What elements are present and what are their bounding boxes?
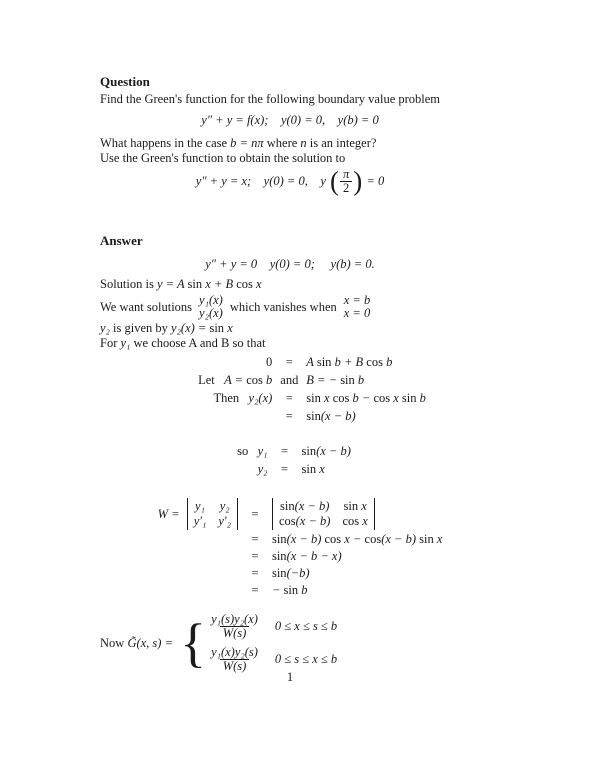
determinant-explicit-grid <box>272 498 375 530</box>
want-pre: We want solutions <box>100 299 193 314</box>
align-block-coefficients <box>100 355 480 424</box>
align-r2-rel: and <box>280 373 299 387</box>
wronskian-r5-rel: = <box>251 583 259 597</box>
so-r1-right: sin(x − b) <box>301 444 351 458</box>
align-r2-left: Let A = cos b <box>198 373 273 387</box>
case2-fraction <box>208 646 261 673</box>
stack-y1-y2 <box>199 294 223 320</box>
align-r2-right: B = − sin b <box>306 373 365 387</box>
determinant-symbolic <box>187 498 238 530</box>
close-paren: ) <box>353 166 363 196</box>
so-r1-rel: = <box>280 444 289 458</box>
so-r2-rel: = <box>280 462 289 476</box>
det1-y1: y₁ <box>195 499 205 513</box>
answer-heading: Answer <box>100 233 143 248</box>
case1-numerator: y₁(s)y₂(x) <box>211 612 258 626</box>
align-r4-right: sin(x − b) <box>306 409 356 423</box>
so-r2-right: sin x <box>301 462 325 476</box>
so-r1-left: so y₁ <box>237 444 268 458</box>
case1-fraction <box>208 613 261 640</box>
equation-homogeneous: y″ + y = 0 y(0) = 0; y(b) = 0. <box>205 257 375 271</box>
align-r3-right: sin x cos b − cos x sin b <box>306 391 426 405</box>
equation-solve-post: = 0 <box>363 174 385 188</box>
case-row-1 <box>208 613 337 640</box>
wronskian-r1-rel: = <box>251 506 259 521</box>
align-r4-rel: = <box>285 409 293 423</box>
so-r2-left: y₂ <box>257 462 268 476</box>
open-paren: ( <box>330 166 340 196</box>
wronskian-r4-right: sin(−b) <box>271 566 310 580</box>
det1-y2prime: y′₂ <box>218 514 231 528</box>
case1-denominator: W(s) <box>220 626 250 640</box>
det2-sinxb: sin(x − b) <box>280 499 330 513</box>
wronskian-w-equals: W = <box>157 506 183 521</box>
align-r3-rel: = <box>285 391 293 405</box>
want-solutions-line <box>100 294 480 320</box>
det1-y1prime: y′₁ <box>193 514 207 528</box>
wronskian-r4-rel: = <box>251 566 259 580</box>
equation-solve <box>100 168 480 195</box>
greens-function-block <box>100 610 480 676</box>
fraction-numerator: π <box>343 167 350 181</box>
align-r1-right: A sin b + B cos b <box>306 355 393 369</box>
case-row-2 <box>208 646 337 673</box>
cases-brace: { <box>180 613 207 673</box>
so-block <box>100 444 480 477</box>
fraction-denominator: 2 <box>340 181 352 195</box>
determinant-explicit <box>272 498 442 530</box>
stack-x0: x = 0 <box>343 306 371 320</box>
wronskian-r3-rel: = <box>251 549 259 563</box>
equation-solve-pre: y″ + y = x; y(0) = 0, y <box>195 174 330 188</box>
case2-numerator: y₁(x)y₂(s) <box>211 645 258 659</box>
align-r1-rel: = <box>285 355 293 369</box>
case2-condition: 0 ≤ s ≤ x ≤ b <box>274 652 338 666</box>
fraction-pi-over-2 <box>340 168 352 195</box>
question-use-line: Use the Green's function to obtain the solution to <box>100 151 346 165</box>
det2-cosxb: cos(x − b) <box>278 514 331 528</box>
stack-y2: y₂(x) <box>199 306 223 320</box>
stack-y1: y₁(x) <box>199 293 223 307</box>
want-mid: which vanishes when <box>229 299 337 314</box>
det2-sinx: sin x <box>343 499 367 513</box>
case2-denominator: W(s) <box>220 659 250 673</box>
align-r1-left: 0 <box>266 355 273 369</box>
wronskian-block <box>100 498 480 598</box>
wronskian-r2-rel: = <box>251 532 259 546</box>
green-lead: Now G̃(x, s) = <box>100 635 177 650</box>
y2-given-line: y₂ is given by y₂(x) = sin x <box>100 321 233 335</box>
wronskian-r3-right: sin(x − b − x) <box>271 549 342 563</box>
question-intro: Find the Green's function for the following boundary value problem <box>100 92 441 106</box>
cases-list <box>208 610 337 676</box>
equation-bvp: y″ + y = f(x); y(0) = 0, y(b) = 0 <box>201 113 379 127</box>
det1-y2: y₂ <box>219 499 230 513</box>
question-case-line: What happens in the case b = nπ where n is an integer? <box>100 136 377 150</box>
wronskian-r5-right: − sin b <box>271 583 308 597</box>
wronskian-r2-right: sin(x − b) cos x − cos(x − b) sin x <box>271 532 443 546</box>
page-number: 1 <box>286 670 294 684</box>
det2-cosx: cos x <box>342 514 368 528</box>
stack-xb: x = b <box>343 293 371 307</box>
y1-choose-line: For y₁ we choose A and B so that <box>100 336 266 350</box>
wronskian-lhs <box>158 498 238 530</box>
case1-condition: 0 ≤ x ≤ s ≤ b <box>274 619 338 633</box>
align-r3-left: Then y₂(x) <box>213 391 273 405</box>
question-heading: Question <box>100 74 150 89</box>
stack-boundary <box>344 294 370 320</box>
solution-line: Solution is y = A sin x + B cos x <box>100 277 262 291</box>
